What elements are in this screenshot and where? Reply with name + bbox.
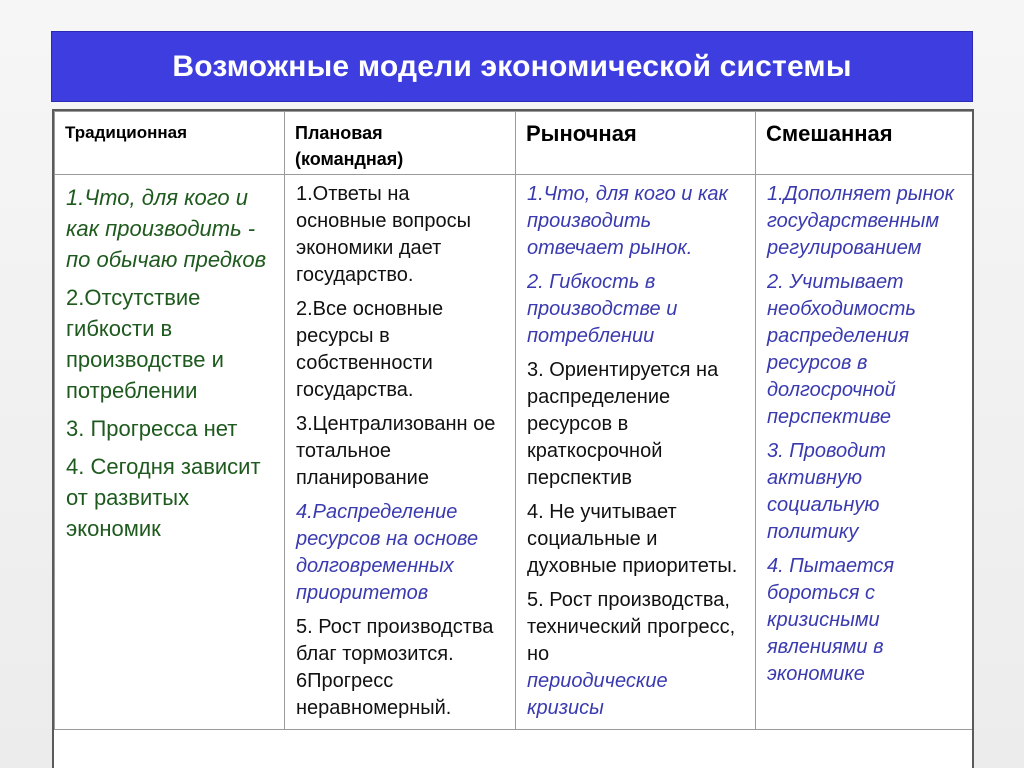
mixed-item: 2. Учитывает необходимость распределения ресурсов в долгосрочной перспективе bbox=[767, 271, 916, 428]
market-item: периодические кризисы bbox=[527, 670, 668, 719]
header-planned-line2: (командная) bbox=[295, 149, 404, 169]
mixed-item: 3. Проводит активную социальную политику bbox=[767, 440, 886, 543]
market-item: 2. Гибкость в производстве и потреблении bbox=[527, 271, 678, 347]
market-item: 1.Что, для кого и как производить отвечает рынок. bbox=[527, 183, 728, 259]
title-bar bbox=[51, 31, 973, 102]
traditional-item: 1.Что, для кого и как производить - по обычаю предков bbox=[66, 185, 267, 272]
market-item: 4. Не учитывает социальные и духовные приоритеты. bbox=[527, 501, 738, 577]
planned-item: 1.Ответы на основные вопросы экономики дает государство. bbox=[296, 183, 471, 286]
header-planned-line1: Плановая bbox=[295, 123, 383, 143]
traditional-item: 4. Сегодня зависит от развитых экономик bbox=[66, 454, 261, 541]
traditional-item: 2.Отсутствие гибкости в производстве и потреблении bbox=[66, 285, 224, 403]
header-row bbox=[55, 112, 973, 175]
header-traditional bbox=[55, 112, 285, 175]
planned-item: 6Прогресс неравномерный. bbox=[296, 670, 452, 719]
header-traditional-label: Традиционная bbox=[65, 123, 188, 142]
content-row bbox=[55, 175, 973, 730]
planned-item: 4.Распределение ресурсов на основе долговременных приоритетов bbox=[296, 501, 479, 604]
header-planned bbox=[285, 112, 516, 175]
header-mixed-label: Смешанная bbox=[766, 121, 893, 146]
cell-traditional bbox=[55, 175, 285, 730]
market-item: 5. Рост производства, технический прогресс, но bbox=[527, 589, 736, 665]
comparison-table bbox=[52, 109, 974, 768]
traditional-item: 3. Прогресса нет bbox=[66, 416, 238, 441]
header-market-label: Рыночная bbox=[526, 121, 637, 146]
planned-item: 2.Все основные ресурсы в собственности государства. bbox=[296, 298, 444, 401]
mixed-item: 1.Дополняет рынок государственным регулированием bbox=[767, 183, 955, 259]
models-table bbox=[54, 111, 973, 730]
mixed-item: 4. Пытается бороться с кризисными явлениями в экономике bbox=[767, 555, 895, 685]
cell-mixed bbox=[756, 175, 973, 730]
header-mixed bbox=[756, 112, 973, 175]
cell-planned bbox=[285, 175, 516, 730]
planned-item: 5. Рост производства благ тормозится. bbox=[296, 616, 494, 665]
header-market bbox=[516, 112, 756, 175]
planned-item: 3.Централизованн ое тотальное планирование bbox=[296, 413, 496, 489]
market-item: 3. Ориентируется на распределение ресурсов в краткосрочной перспектив bbox=[527, 359, 719, 489]
slide-title: Возможные модели экономической системы bbox=[172, 49, 852, 83]
cell-market bbox=[516, 175, 756, 730]
